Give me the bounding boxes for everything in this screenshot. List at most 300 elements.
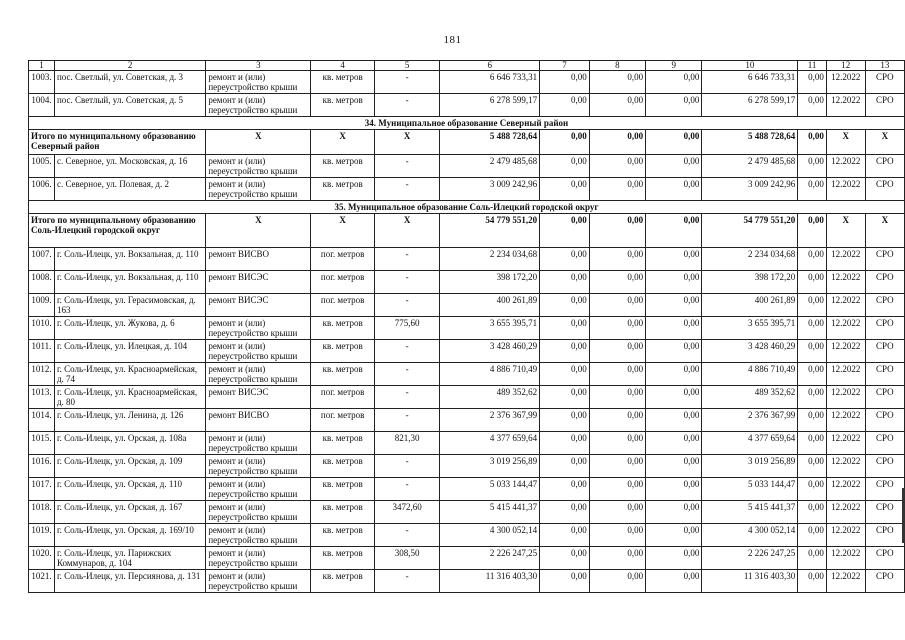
- table-row: [29, 155, 905, 178]
- total-cost-cell: 11 316 403,30: [440, 570, 540, 593]
- other-funds-cell: 0,00: [798, 455, 827, 478]
- fund-cell: 0,00: [540, 94, 590, 117]
- budget-cell: 0,00: [589, 317, 645, 340]
- owners-funds-cell: 4 300 052,14: [702, 524, 798, 547]
- table-row: [29, 501, 905, 524]
- other-funds-cell: 0,00: [798, 155, 827, 178]
- work-type-cell: ремонт и (или) переустройство крыши: [206, 178, 311, 201]
- quantity-cell: X: [374, 214, 440, 248]
- budget-cell: 0,00: [589, 340, 645, 363]
- quantity-cell: 821,30: [374, 432, 440, 455]
- quantity-cell: -: [374, 455, 440, 478]
- table-row: [29, 524, 905, 547]
- method-cell: СРО: [865, 501, 904, 524]
- other-funds-cell: 0,00: [798, 547, 827, 570]
- unit-cell: пог. метров: [311, 294, 375, 317]
- unit-cell: кв. метров: [311, 71, 375, 94]
- unit-cell: кв. метров: [311, 501, 375, 524]
- unit-cell: пог. метров: [311, 271, 375, 294]
- method-cell: X: [865, 214, 904, 248]
- total-cost-cell: 6 278 599,17: [440, 94, 540, 117]
- budget-cell: 0,00: [589, 155, 645, 178]
- total-cost-cell: 400 261,89: [440, 294, 540, 317]
- total-cost-cell: 2 376 367,99: [440, 409, 540, 432]
- owners-funds-cell: 6 278 599,17: [702, 94, 798, 117]
- table-row: [29, 317, 905, 340]
- column-number-cell: 5: [374, 61, 440, 71]
- row-number-cell: 1003.: [29, 71, 55, 94]
- work-type-cell: ремонт и (или) переустройство крыши: [206, 94, 311, 117]
- method-cell: X: [865, 130, 904, 155]
- total-cost-cell: 54 779 551,20: [440, 214, 540, 248]
- total-cost-cell: 6 646 733,31: [440, 71, 540, 94]
- unit-cell: кв. метров: [311, 455, 375, 478]
- total-cost-cell: 3 019 256,89: [440, 455, 540, 478]
- column-number-cell: 2: [54, 61, 205, 71]
- owners-funds-cell: 3 019 256,89: [702, 455, 798, 478]
- address-cell: с. Северное, ул. Московская, д. 16: [54, 155, 205, 178]
- column-number-row: [29, 61, 905, 71]
- owners-funds-cell: 54 779 551,20: [702, 214, 798, 248]
- row-number-cell: 1006.: [29, 178, 55, 201]
- fund-cell: 0,00: [540, 248, 590, 271]
- address-cell: г. Соль-Илецк, ул. Орская, д. 109: [54, 455, 205, 478]
- work-type-cell: ремонт и (или) переустройство крыши: [206, 363, 311, 386]
- method-cell: СРО: [865, 340, 904, 363]
- fund-cell: 0,00: [540, 155, 590, 178]
- work-type-cell: ремонт ВИСЭС: [206, 386, 311, 409]
- quantity-cell: -: [374, 71, 440, 94]
- quantity-cell: 308,50: [374, 547, 440, 570]
- total-cost-cell: 3 655 395,71: [440, 317, 540, 340]
- work-type-cell: ремонт и (или) переустройство крыши: [206, 455, 311, 478]
- work-type-cell: ремонт и (или) переустройство крыши: [206, 478, 311, 501]
- owners-funds-cell: 3 009 242,96: [702, 178, 798, 201]
- work-type-cell: ремонт ВИСЭС: [206, 294, 311, 317]
- owners-funds-cell: 11 316 403,30: [702, 570, 798, 593]
- budget-cell: 0,00: [589, 248, 645, 271]
- owners-funds-cell: 3 428 460,29: [702, 340, 798, 363]
- table-row: [29, 271, 905, 294]
- table-body: [29, 61, 905, 593]
- local-budget-cell: 0,00: [646, 271, 702, 294]
- owners-funds-cell: 2 226 247,25: [702, 547, 798, 570]
- fund-cell: 0,00: [540, 317, 590, 340]
- budget-cell: 0,00: [589, 478, 645, 501]
- table-row: [29, 248, 905, 271]
- local-budget-cell: 0,00: [646, 130, 702, 155]
- unit-cell: пог. метров: [311, 248, 375, 271]
- deadline-cell: 12.2022: [826, 455, 865, 478]
- other-funds-cell: 0,00: [798, 386, 827, 409]
- method-cell: СРО: [865, 570, 904, 593]
- row-number-cell: 1020.: [29, 547, 55, 570]
- section-title: 34. Муниципальное образование Северный район: [29, 117, 905, 130]
- budget-cell: 0,00: [589, 547, 645, 570]
- column-number-cell: 1: [29, 61, 55, 71]
- row-number-cell: 1017.: [29, 478, 55, 501]
- deadline-cell: 12.2022: [826, 71, 865, 94]
- budget-cell: 0,00: [589, 271, 645, 294]
- owners-funds-cell: 5 488 728,64: [702, 130, 798, 155]
- budget-cell: 0,00: [589, 94, 645, 117]
- fund-cell: 0,00: [540, 455, 590, 478]
- unit-cell: кв. метров: [311, 340, 375, 363]
- unit-cell: кв. метров: [311, 155, 375, 178]
- total-cost-cell: 2 479 485,68: [440, 155, 540, 178]
- method-cell: СРО: [865, 524, 904, 547]
- deadline-cell: X: [826, 130, 865, 155]
- method-cell: СРО: [865, 409, 904, 432]
- method-cell: СРО: [865, 271, 904, 294]
- table-row: [29, 386, 905, 409]
- unit-cell: кв. метров: [311, 94, 375, 117]
- quantity-cell: -: [374, 570, 440, 593]
- owners-funds-cell: 6 646 733,31: [702, 71, 798, 94]
- other-funds-cell: 0,00: [798, 340, 827, 363]
- row-number-cell: 1004.: [29, 94, 55, 117]
- fund-cell: 0,00: [540, 363, 590, 386]
- deadline-cell: X: [826, 214, 865, 248]
- quantity-cell: 775,60: [374, 317, 440, 340]
- unit-cell: кв. метров: [311, 524, 375, 547]
- table-row: [29, 340, 905, 363]
- unit-cell: кв. метров: [311, 570, 375, 593]
- address-cell: с. Северное, ул. Полевая, д. 2: [54, 178, 205, 201]
- address-cell: г. Соль-Илецк, ул. Орская, д. 167: [54, 501, 205, 524]
- unit-cell: кв. метров: [311, 547, 375, 570]
- quantity-cell: -: [374, 294, 440, 317]
- deadline-cell: 12.2022: [826, 248, 865, 271]
- other-funds-cell: 0,00: [798, 271, 827, 294]
- fund-cell: 0,00: [540, 340, 590, 363]
- local-budget-cell: 0,00: [646, 547, 702, 570]
- fund-cell: 0,00: [540, 524, 590, 547]
- table-row: [29, 363, 905, 386]
- owners-funds-cell: 2 234 034,68: [702, 248, 798, 271]
- local-budget-cell: 0,00: [646, 71, 702, 94]
- quantity-cell: X: [374, 130, 440, 155]
- other-funds-cell: 0,00: [798, 178, 827, 201]
- column-number-cell: 13: [865, 61, 904, 71]
- work-type-cell: ремонт и (или) переустройство крыши: [206, 340, 311, 363]
- other-funds-cell: 0,00: [798, 248, 827, 271]
- quantity-cell: -: [374, 409, 440, 432]
- fund-cell: 0,00: [540, 294, 590, 317]
- local-budget-cell: 0,00: [646, 570, 702, 593]
- fund-cell: 0,00: [540, 130, 590, 155]
- address-cell: г. Соль-Илецк, ул. Красноармейская, д. 80: [54, 386, 205, 409]
- deadline-cell: 12.2022: [826, 386, 865, 409]
- total-cost-cell: 4 377 659,64: [440, 432, 540, 455]
- other-funds-cell: 0,00: [798, 570, 827, 593]
- address-cell: г. Соль-Илецк, ул. Ленина, д. 126: [54, 409, 205, 432]
- address-cell: г. Соль-Илецк, ул. Орская, д. 108а: [54, 432, 205, 455]
- unit-cell: кв. метров: [311, 178, 375, 201]
- unit-cell: X: [311, 130, 375, 155]
- local-budget-cell: 0,00: [646, 455, 702, 478]
- method-cell: СРО: [865, 317, 904, 340]
- other-funds-cell: 0,00: [798, 94, 827, 117]
- address-cell: г. Соль-Илецк, ул. Орская, д. 169/10: [54, 524, 205, 547]
- deadline-cell: 12.2022: [826, 271, 865, 294]
- local-budget-cell: 0,00: [646, 501, 702, 524]
- address-cell: г. Соль-Илецк, ул. Парижских Коммунаров, д. 104: [54, 547, 205, 570]
- address-cell: г. Соль-Илецк, ул. Жукова, д. 6: [54, 317, 205, 340]
- deadline-cell: 12.2022: [826, 547, 865, 570]
- fund-cell: 0,00: [540, 547, 590, 570]
- row-number-cell: 1008.: [29, 271, 55, 294]
- column-number-cell: 4: [311, 61, 375, 71]
- budget-cell: 0,00: [589, 178, 645, 201]
- local-budget-cell: 0,00: [646, 340, 702, 363]
- deadline-cell: 12.2022: [826, 94, 865, 117]
- column-number-cell: 12: [826, 61, 865, 71]
- owners-funds-cell: 4 377 659,64: [702, 432, 798, 455]
- unit-cell: кв. метров: [311, 317, 375, 340]
- other-funds-cell: 0,00: [798, 214, 827, 248]
- budget-cell: 0,00: [589, 71, 645, 94]
- unit-cell: пог. метров: [311, 409, 375, 432]
- local-budget-cell: 0,00: [646, 214, 702, 248]
- row-number-cell: 1005.: [29, 155, 55, 178]
- total-cost-cell: 5 033 144,47: [440, 478, 540, 501]
- local-budget-cell: 0,00: [646, 317, 702, 340]
- method-cell: СРО: [865, 94, 904, 117]
- other-funds-cell: 0,00: [798, 363, 827, 386]
- subtotal-label: Итого по муниципальному образованию Соль-Илецкий городской округ: [29, 214, 206, 248]
- address-cell: г. Соль-Илецк, ул. Красноармейская, д. 74: [54, 363, 205, 386]
- total-cost-cell: 5 488 728,64: [440, 130, 540, 155]
- other-funds-cell: 0,00: [798, 478, 827, 501]
- row-number-cell: 1009.: [29, 294, 55, 317]
- budget-cell: 0,00: [589, 386, 645, 409]
- method-cell: СРО: [865, 455, 904, 478]
- quantity-cell: -: [374, 155, 440, 178]
- column-number-cell: 8: [589, 61, 645, 71]
- method-cell: СРО: [865, 294, 904, 317]
- local-budget-cell: 0,00: [646, 386, 702, 409]
- quantity-cell: 3472,60: [374, 501, 440, 524]
- row-number-cell: 1013.: [29, 386, 55, 409]
- deadline-cell: 12.2022: [826, 340, 865, 363]
- table-row: [29, 570, 905, 593]
- total-cost-cell: 2 234 034,68: [440, 248, 540, 271]
- fund-cell: 0,00: [540, 478, 590, 501]
- total-cost-cell: 2 226 247,25: [440, 547, 540, 570]
- column-number-cell: 11: [798, 61, 827, 71]
- fund-cell: 0,00: [540, 386, 590, 409]
- quantity-cell: -: [374, 340, 440, 363]
- method-cell: СРО: [865, 478, 904, 501]
- capital-repair-table: [28, 60, 905, 593]
- owners-funds-cell: 400 261,89: [702, 294, 798, 317]
- quantity-cell: -: [374, 386, 440, 409]
- table-row: [29, 94, 905, 117]
- local-budget-cell: 0,00: [646, 294, 702, 317]
- address-cell: г. Соль-Илецк, ул. Вокзальная, д. 110: [54, 248, 205, 271]
- fund-cell: 0,00: [540, 432, 590, 455]
- work-type-cell: ремонт ВИСВО: [206, 248, 311, 271]
- owners-funds-cell: 2 479 485,68: [702, 155, 798, 178]
- work-type-cell: ремонт и (или) переустройство крыши: [206, 71, 311, 94]
- quantity-cell: -: [374, 94, 440, 117]
- fund-cell: 0,00: [540, 178, 590, 201]
- section-title: 35. Муниципальное образование Соль-Илецкий городской округ: [29, 201, 905, 214]
- method-cell: СРО: [865, 432, 904, 455]
- row-number-cell: 1010.: [29, 317, 55, 340]
- work-type-cell: ремонт и (или) переустройство крыши: [206, 432, 311, 455]
- budget-cell: 0,00: [589, 130, 645, 155]
- work-type-cell: X: [206, 214, 311, 248]
- address-cell: г. Соль-Илецк, ул. Илецкая, д. 104: [54, 340, 205, 363]
- other-funds-cell: 0,00: [798, 294, 827, 317]
- table-row: [29, 409, 905, 432]
- unit-cell: X: [311, 214, 375, 248]
- work-type-cell: X: [206, 130, 311, 155]
- deadline-cell: 12.2022: [826, 317, 865, 340]
- table-row: [29, 547, 905, 570]
- unit-cell: пог. метров: [311, 386, 375, 409]
- table-row: [29, 178, 905, 201]
- other-funds-cell: 0,00: [798, 130, 827, 155]
- total-cost-cell: 3 428 460,29: [440, 340, 540, 363]
- total-cost-cell: 489 352,62: [440, 386, 540, 409]
- deadline-cell: 12.2022: [826, 432, 865, 455]
- local-budget-cell: 0,00: [646, 155, 702, 178]
- other-funds-cell: 0,00: [798, 409, 827, 432]
- unit-cell: кв. метров: [311, 432, 375, 455]
- deadline-cell: 12.2022: [826, 524, 865, 547]
- quantity-cell: -: [374, 524, 440, 547]
- deadline-cell: 12.2022: [826, 478, 865, 501]
- other-funds-cell: 0,00: [798, 71, 827, 94]
- other-funds-cell: 0,00: [798, 432, 827, 455]
- row-number-cell: 1016.: [29, 455, 55, 478]
- budget-cell: 0,00: [589, 501, 645, 524]
- method-cell: СРО: [865, 386, 904, 409]
- column-number-cell: 9: [646, 61, 702, 71]
- table-row: [29, 71, 905, 94]
- row-number-cell: 1011.: [29, 340, 55, 363]
- unit-cell: кв. метров: [311, 478, 375, 501]
- method-cell: СРО: [865, 178, 904, 201]
- address-cell: г. Соль-Илецк, ул. Вокзальная, д. 110: [54, 271, 205, 294]
- page-number: 181: [443, 34, 462, 46]
- owners-funds-cell: 5 415 441,37: [702, 501, 798, 524]
- quantity-cell: -: [374, 271, 440, 294]
- method-cell: СРО: [865, 71, 904, 94]
- row-number-cell: 1014.: [29, 409, 55, 432]
- column-number-cell: 10: [702, 61, 798, 71]
- table-row: [29, 294, 905, 317]
- local-budget-cell: 0,00: [646, 409, 702, 432]
- column-number-cell: 3: [206, 61, 311, 71]
- address-cell: г. Соль-Илецк, ул. Орская, д. 110: [54, 478, 205, 501]
- work-type-cell: ремонт ВИСВО: [206, 409, 311, 432]
- method-cell: СРО: [865, 363, 904, 386]
- owners-funds-cell: 5 033 144,47: [702, 478, 798, 501]
- other-funds-cell: 0,00: [798, 317, 827, 340]
- row-number-cell: 1021.: [29, 570, 55, 593]
- subtotal-row: [29, 214, 905, 248]
- quantity-cell: -: [374, 363, 440, 386]
- work-type-cell: ремонт и (или) переустройство крыши: [206, 501, 311, 524]
- total-cost-cell: 398 172,20: [440, 271, 540, 294]
- total-cost-cell: 3 009 242,96: [440, 178, 540, 201]
- fund-cell: 0,00: [540, 501, 590, 524]
- subtotal-label: Итого по муниципальному образованию Северный район: [29, 130, 206, 155]
- local-budget-cell: 0,00: [646, 178, 702, 201]
- total-cost-cell: 4 886 710,49: [440, 363, 540, 386]
- budget-cell: 0,00: [589, 294, 645, 317]
- budget-cell: 0,00: [589, 432, 645, 455]
- subtotal-row: [29, 130, 905, 155]
- work-type-cell: ремонт и (или) переустройство крыши: [206, 155, 311, 178]
- table-row: [29, 478, 905, 501]
- quantity-cell: -: [374, 478, 440, 501]
- quantity-cell: -: [374, 248, 440, 271]
- budget-cell: 0,00: [589, 409, 645, 432]
- fund-cell: 0,00: [540, 409, 590, 432]
- budget-cell: 0,00: [589, 214, 645, 248]
- deadline-cell: 12.2022: [826, 294, 865, 317]
- column-number-cell: 6: [440, 61, 540, 71]
- row-number-cell: 1018.: [29, 501, 55, 524]
- column-number-cell: 7: [540, 61, 590, 71]
- method-cell: СРО: [865, 547, 904, 570]
- deadline-cell: 12.2022: [826, 570, 865, 593]
- total-cost-cell: 4 300 052,14: [440, 524, 540, 547]
- quantity-cell: -: [374, 178, 440, 201]
- address-cell: г. Соль-Илецк, ул. Персиянова, д. 131: [54, 570, 205, 593]
- budget-cell: 0,00: [589, 524, 645, 547]
- row-number-cell: 1007.: [29, 248, 55, 271]
- deadline-cell: 12.2022: [826, 409, 865, 432]
- method-cell: СРО: [865, 155, 904, 178]
- work-type-cell: ремонт и (или) переустройство крыши: [206, 547, 311, 570]
- work-type-cell: ремонт и (или) переустройство крыши: [206, 570, 311, 593]
- deadline-cell: 12.2022: [826, 155, 865, 178]
- fund-cell: 0,00: [540, 570, 590, 593]
- unit-cell: кв. метров: [311, 363, 375, 386]
- work-type-cell: ремонт ВИСЭС: [206, 271, 311, 294]
- owners-funds-cell: 489 352,62: [702, 386, 798, 409]
- row-number-cell: 1019.: [29, 524, 55, 547]
- local-budget-cell: 0,00: [646, 94, 702, 117]
- fund-cell: 0,00: [540, 71, 590, 94]
- table-row: [29, 432, 905, 455]
- deadline-cell: 12.2022: [826, 363, 865, 386]
- local-budget-cell: 0,00: [646, 363, 702, 386]
- local-budget-cell: 0,00: [646, 478, 702, 501]
- other-funds-cell: 0,00: [798, 501, 827, 524]
- section-heading-row: [29, 201, 905, 214]
- row-number-cell: 1012.: [29, 363, 55, 386]
- section-heading-row: [29, 117, 905, 130]
- total-cost-cell: 5 415 441,37: [440, 501, 540, 524]
- deadline-cell: 12.2022: [826, 501, 865, 524]
- address-cell: пос. Светлый, ул. Советская, д. 5: [54, 94, 205, 117]
- other-funds-cell: 0,00: [798, 524, 827, 547]
- local-budget-cell: 0,00: [646, 248, 702, 271]
- work-type-cell: ремонт и (или) переустройство крыши: [206, 317, 311, 340]
- owners-funds-cell: 4 886 710,49: [702, 363, 798, 386]
- budget-cell: 0,00: [589, 570, 645, 593]
- local-budget-cell: 0,00: [646, 432, 702, 455]
- owners-funds-cell: 398 172,20: [702, 271, 798, 294]
- fund-cell: 0,00: [540, 214, 590, 248]
